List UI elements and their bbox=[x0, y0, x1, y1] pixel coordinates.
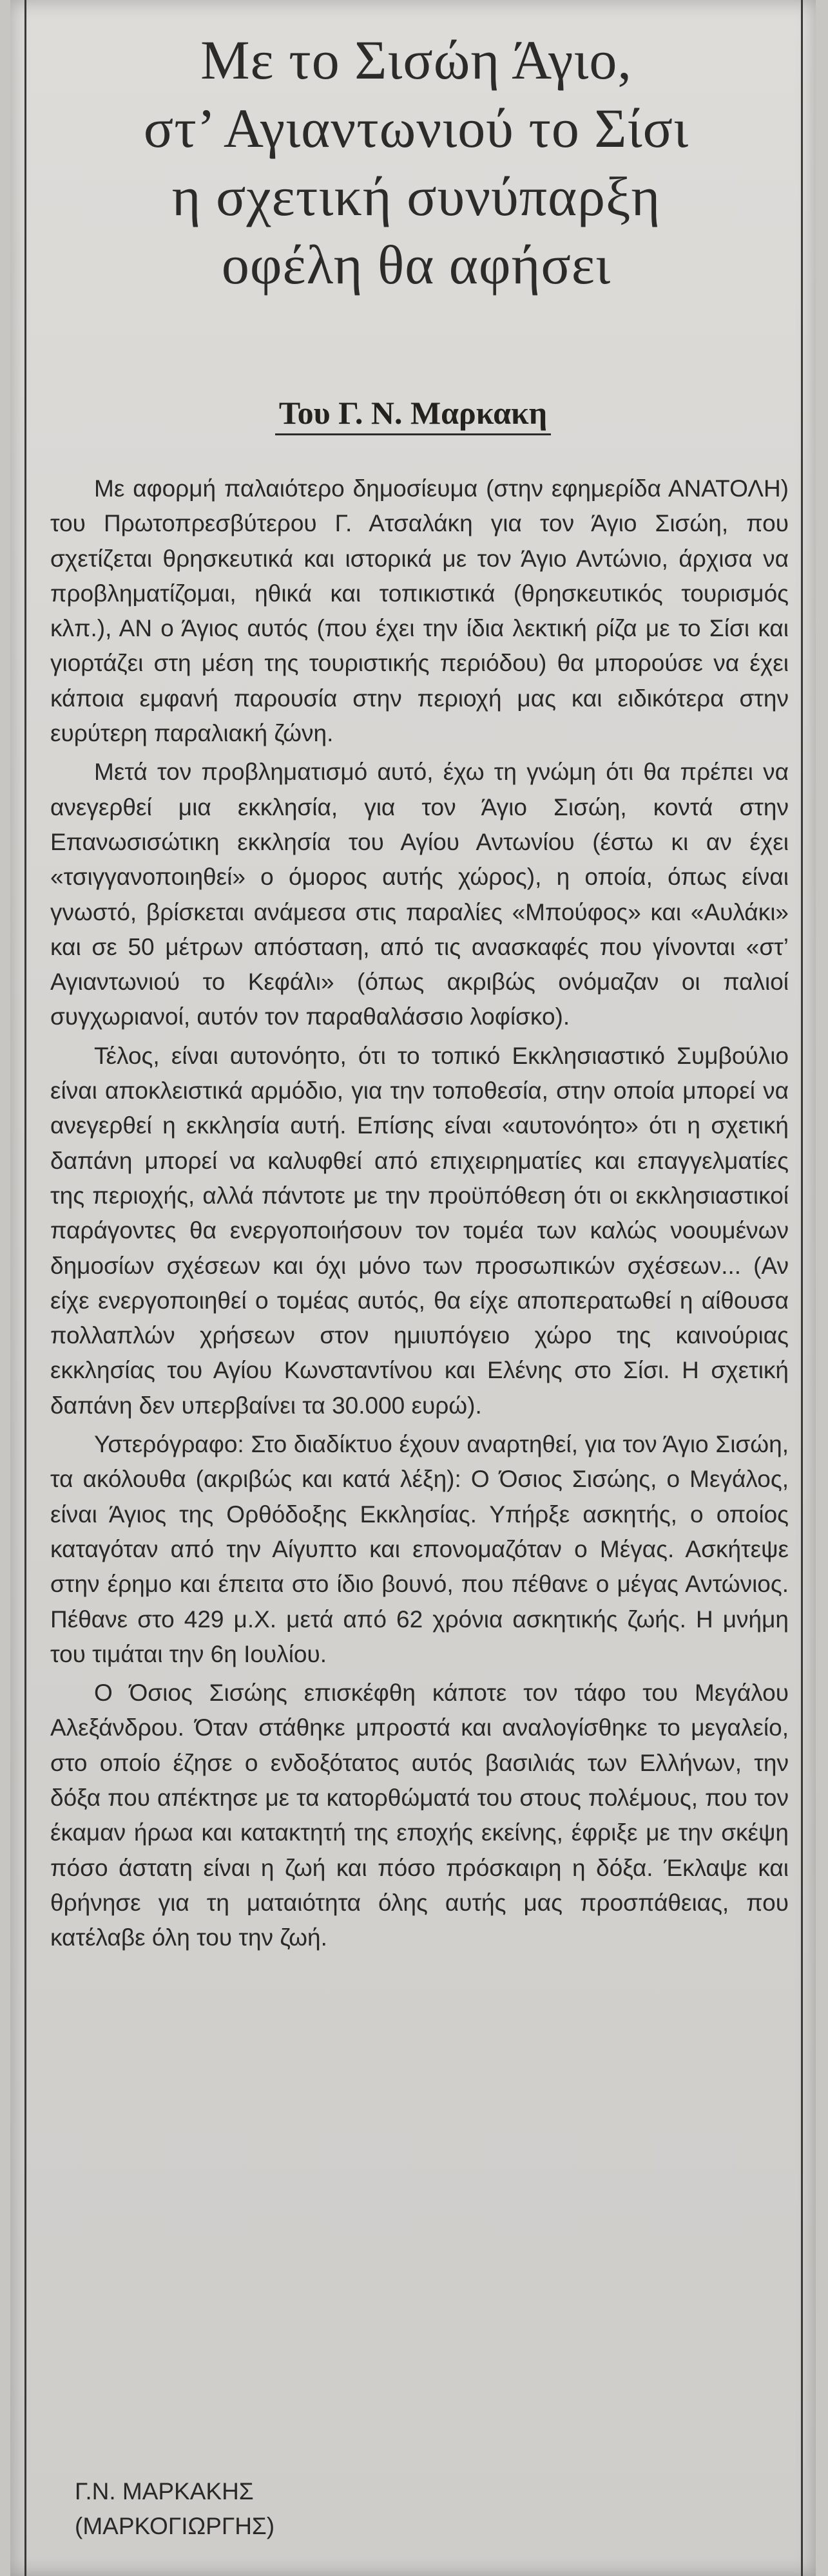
article-byline bbox=[10, 394, 816, 431]
paragraph: Με αφορμή παλαιότερο δημοσίευμα (στην εφημερίδα ΑΝΑΤΟΛΗ) του Πρωτοπρεσβύτερου Γ. Ατσαλάκη για τον Άγιο Σισώη, που σχετίζεται θρησκευτικά και ιστορικά με τον Άγιο Αντώνιο, άρχισα να προβληματίζομαι, ηθικά και τοπικιστικά (θρησκευτικός τουρισμός κλπ.), ΑΝ ο Άγιος αυτός (που έχει την ίδια λεκτική ρίζα με το Σίσι και γιορτάζει στη μέση της τουριστικής περιόδου) θα μπορούσε να έχει κάποια εμφανή παρουσία στην περιοχή μας και ειδικότερα στην ευρύτερη παραλιακή ζώνη. bbox=[50, 475, 789, 747]
author-signature bbox=[75, 2474, 274, 2544]
column-rule-left bbox=[24, 0, 26, 2576]
paragraph: Μετά τον προβληματισμό αυτό, έχω τη γνώμη ότι θα πρέπει να ανεγερθεί μια εκκλησία, για τον Άγιο Σισώη, κοντά στην Επανωσισώτικη εκκλησία του Αγίου Αντωνίου (έστω κι αν έχει «τσιγγανοποιηθεί» ο όμορος αυτής χώρος), η οποία, όπως είναι γνωστό, βρίσκεται ανάμεσα στις παραλίες «Μπούφος» και «Αυλάκι» και σε 50 μέτρων απόσταση, από τις ανασκαφές που γίνονται «στ’ Αγιαντωνιού το Κεφάλι» (όπως ακριβώς ονόμαζαν οι παλιοί συγχωριανοί, αυτόν τον παραθαλάσσιο λοφίσκο). bbox=[50, 759, 789, 1030]
signature-name: Γ.Ν. ΜΑΡΚΑΚΗΣ bbox=[75, 2478, 254, 2505]
signature-alias: (ΜΑΡΚΟΓΙΩΡΓΗΣ) bbox=[75, 2513, 275, 2539]
byline-text: Του Γ. Ν. Μαρκακη bbox=[275, 395, 551, 435]
headline-line: η σχετική συνύπαρξη bbox=[171, 166, 661, 227]
headline-line: οφέλη θα αφήσει bbox=[221, 234, 611, 296]
headline-line: στ’ Αγιαντωνιού το Σίσι bbox=[143, 97, 689, 159]
column-rule-right bbox=[801, 0, 803, 2576]
newspaper-clipping bbox=[10, 0, 816, 2576]
article-headline bbox=[49, 26, 784, 299]
paragraph: Υστερόγραφο: Στο διαδίκτυο έχουν αναρτηθεί, για τον Άγιο Σισώη, τα ακόλουθα (ακριβώς και κατά λέξη): Ο Όσιος Σισώης, ο Μεγάλος, είναι Άγιος της Ορθόδοξης Εκκλησίας. Υπήρξε ασκητής, ο οποίος καταγόταν από την Αίγυπτο και επονομαζόταν ο Μέγας. Ασκήτεψε στην έρημο και έπειτα στο ίδιο βουνό, που πέθανε ο μέγας Αντώνιος. Πέθανε στο 429 μ.Χ. μετά από 62 χρόνια ασκητικής ζωής. Η μνήμη του τιμάται την 6η Ιουλίου. bbox=[50, 1431, 789, 1667]
paragraph: Τέλος, είναι αυτονόητο, ότι το τοπικό Εκκλησιαστικό Συμβούλιο είναι αποκλειστικά αρμόδιο, για την τοποθεσία, στην οποία μπορεί να ανεγερθεί η εκκλησία αυτή. Επίσης είναι «αυτονόητο» ότι η σχετική δαπάνη μπορεί να καλυφθεί από επιχειρηματίες και επαγγελματίες της περιοχής, αλλά πάντοτε με την προϋπόθεση ότι οι εκκλησιαστικοί παράγοντες θα ενεργοποιήσουν τον τομέα των καλώς νοουμένων δημοσίων σχέσεων και όχι μόνο των προσωπικών σχέσεων... (Αν είχε ενεργοποιηθεί ο τομέας αυτός, θα είχε αποπερατωθεί η αίθουσα πολλαπλών χρήσεων στον ημιυπόγειο χώρο της καινούριας εκκλησίας του Αγίου Κωνσταντίνου και Ελένης στο Σίσι. Η σχετική δαπάνη δεν υπερβαίνει τα 30.000 ευρώ). bbox=[50, 1042, 789, 1419]
headline-line: Με το Σισώη Άγιο, bbox=[200, 29, 632, 91]
paragraph: Ο Όσιος Σισώης επισκέφθη κάποτε τον τάφο του Μεγάλου Αλεξάνδρου. Όταν στάθηκε μπροστά και αναλογίσθηκε το μεγαλείο, στο οποίο έζησε ο ενδοξότατος αυτός βασιλιάς των Ελλήνων, την δόξα που απέκτησε με τα κατορθώματά του στους πολέμους, που τον έκαμαν ήρωα και κατακτητή της εποχής εκείνης, έφριξε με την σκέψη πόσο άστατη είναι η ζωή και πόσο πρόσκαιρη η δόξα. Έκλαψε και θρήνησε για τη ματαιότητα όλης αυτής μας προσπάθειας, που κατέλαβε όλη του την ζωή. bbox=[50, 1680, 789, 1951]
article-body bbox=[50, 471, 789, 1959]
